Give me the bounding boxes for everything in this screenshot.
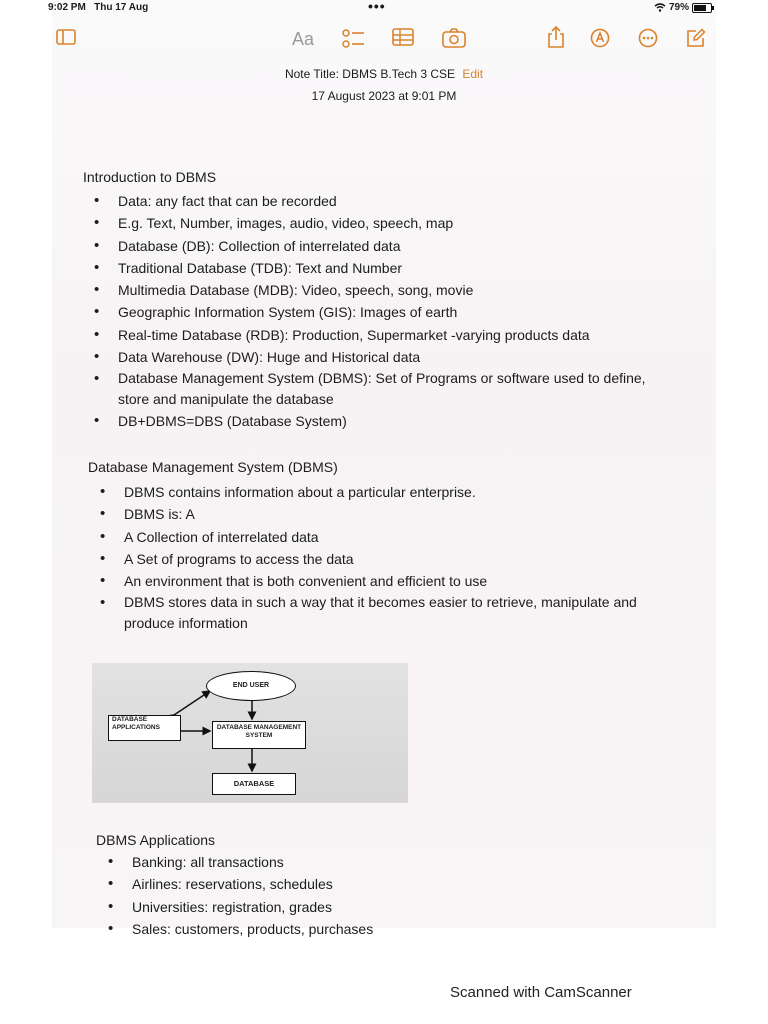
battery-percent: 79% bbox=[668, 2, 689, 13]
format-button[interactable]: Aa bbox=[292, 29, 315, 49]
note-date: 17 August 2023 at 9:01 PM bbox=[311, 89, 457, 103]
more-icon[interactable] bbox=[638, 28, 658, 48]
camscanner-watermark: Scanned with CamScanner bbox=[450, 984, 632, 1001]
edit-link[interactable]: Edit bbox=[462, 67, 484, 81]
end-user-node: END USER bbox=[206, 671, 296, 701]
dbms-diagram bbox=[92, 663, 408, 803]
intro-heading: Introduction to DBMS bbox=[83, 169, 217, 185]
list-item: • Data Warehouse (DW): Huge and Historical data bbox=[94, 346, 694, 368]
applications-list bbox=[108, 851, 608, 940]
dbms-heading: Database Management System (DBMS) bbox=[88, 459, 338, 475]
note-title bbox=[52, 67, 716, 81]
dbms-node: DATABASE MANAGEMENT SYSTEM bbox=[212, 721, 306, 749]
share-icon[interactable] bbox=[546, 26, 566, 48]
database-node: DATABASE bbox=[212, 773, 296, 795]
list-item: • Traditional Database (TDB): Text and Number bbox=[94, 257, 694, 279]
battery-icon bbox=[692, 3, 712, 13]
list-item: • Multimedia Database (MDB): Video, speech, song, movie bbox=[94, 279, 694, 301]
checklist-icon[interactable] bbox=[342, 28, 366, 50]
list-item: • DB+DBMS=DBS (Database System) bbox=[94, 410, 694, 432]
list-item: • Database (DB): Collection of interrelated data bbox=[94, 235, 694, 257]
list-item: • Database Management System (DBMS): Set of Programs or software used to define, store and manipulate the database bbox=[94, 368, 658, 410]
applications-heading: DBMS Applications bbox=[96, 832, 216, 848]
intro-list bbox=[94, 190, 694, 433]
list-item: • Universities: registration, grades bbox=[108, 896, 608, 918]
list-item: • Geographic Information System (GIS): Images of earth bbox=[94, 301, 694, 323]
list-item: • DBMS stores data in such a way that it becomes easier to retrieve, manipulate and produce information bbox=[100, 592, 684, 634]
notes-toolbar bbox=[52, 28, 716, 56]
status-time: 9:02 PM Thu 17 Aug bbox=[48, 2, 149, 13]
note-title-text: Note Title: DBMS B.Tech 3 CSE bbox=[284, 67, 456, 81]
db-applications-node: DATABASE APPLICATIONS bbox=[108, 715, 181, 741]
list-item: • A Collection of interrelated data bbox=[100, 526, 690, 548]
list-item: • Data: any fact that can be recorded bbox=[94, 190, 694, 212]
table-icon[interactable] bbox=[392, 28, 414, 46]
sidebar-icon[interactable] bbox=[56, 28, 76, 46]
list-item: • A Set of programs to access the data bbox=[100, 548, 690, 570]
list-item: • Real-time Database (RDB): Production, Supermarket -varying products data bbox=[94, 324, 694, 346]
list-item: • DBMS contains information about a particular enterprise. bbox=[100, 481, 690, 503]
wifi-icon bbox=[654, 3, 666, 12]
compose-icon[interactable] bbox=[686, 28, 706, 48]
multitasking-dots[interactable]: ••• bbox=[368, 0, 386, 14]
list-item: • An environment that is both convenient and efficient to use bbox=[100, 570, 690, 592]
camera-icon[interactable] bbox=[442, 28, 466, 48]
list-item: • Banking: all transactions bbox=[108, 851, 608, 873]
note-page bbox=[48, 0, 716, 937]
markup-icon[interactable] bbox=[590, 28, 610, 48]
status-bar bbox=[48, 0, 716, 16]
list-item: • Airlines: reservations, schedules bbox=[108, 873, 608, 895]
list-item: • DBMS is: A bbox=[100, 503, 690, 525]
status-right bbox=[654, 2, 712, 13]
list-item: • Sales: customers, products, purchases bbox=[108, 918, 608, 940]
dbms-list bbox=[100, 481, 690, 634]
list-item: • E.g. Text, Number, images, audio, video, speech, map bbox=[94, 212, 694, 234]
